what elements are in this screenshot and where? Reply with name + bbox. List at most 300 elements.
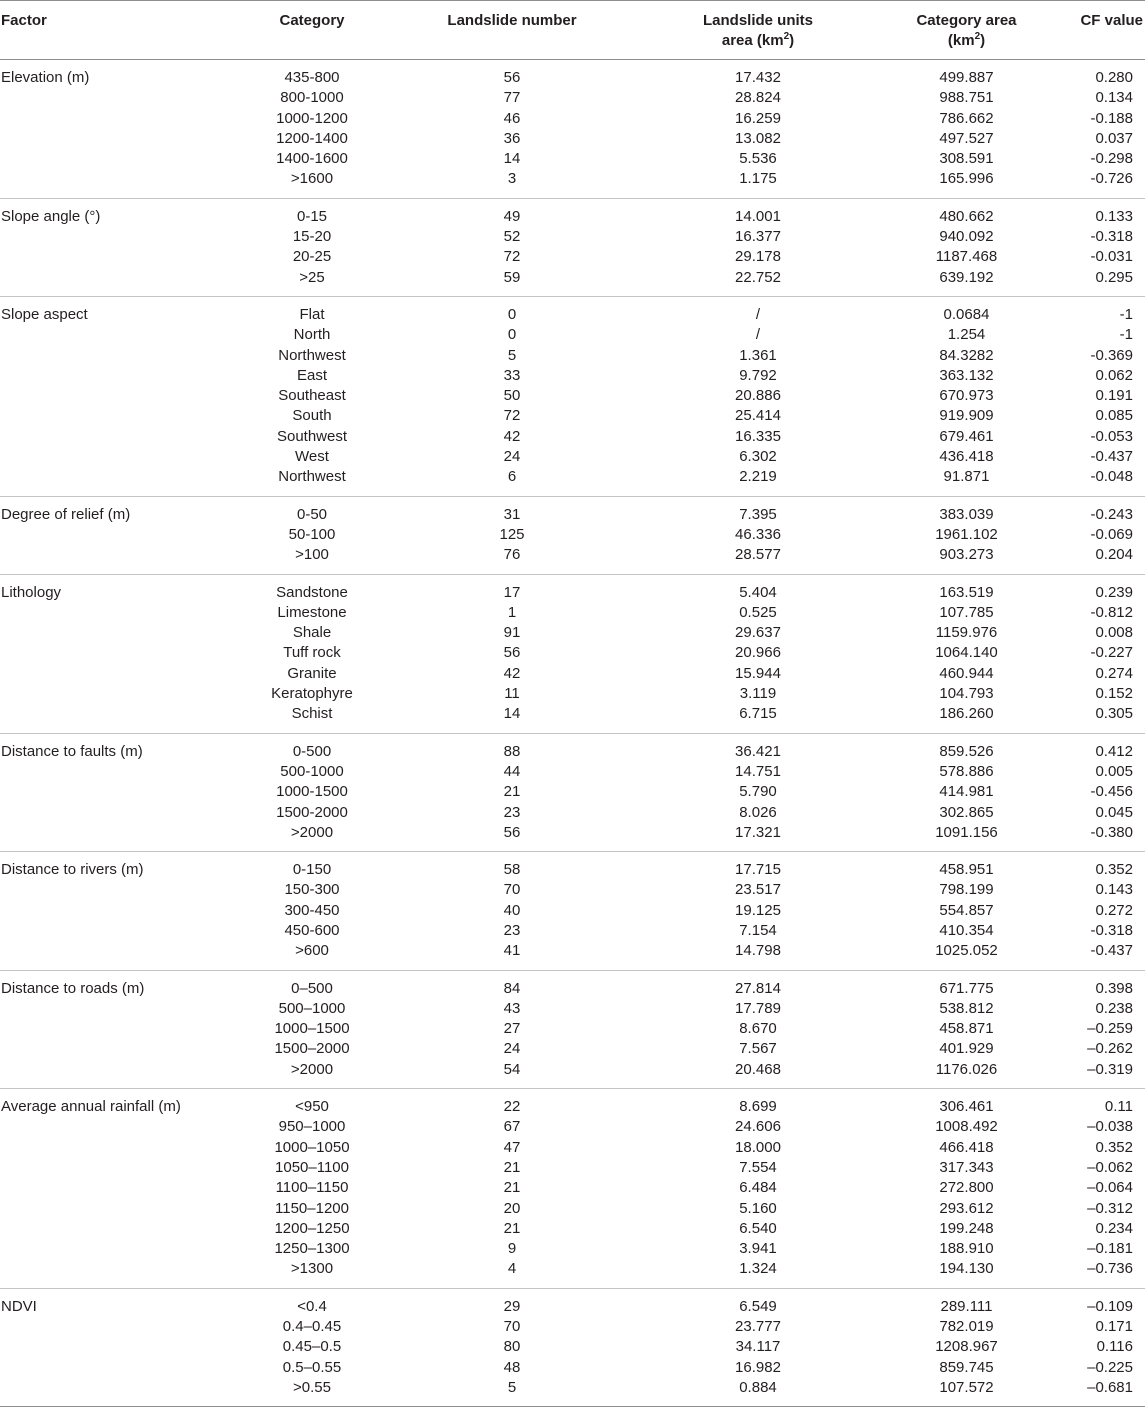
cf-value-value: -0.726 xyxy=(1090,170,1133,188)
category-area-value: 1025.052 xyxy=(935,942,998,960)
category-value: <0.4 xyxy=(297,1297,327,1315)
cf-value-value: –0.064 xyxy=(1087,1179,1133,1197)
category-value: 1500–2000 xyxy=(274,1040,350,1058)
category-area-value: 466.418 xyxy=(939,1138,994,1156)
cf-value-value: 0.133 xyxy=(1095,207,1133,225)
cf-value-value: –0.062 xyxy=(1087,1158,1133,1176)
cf-value-value: -0.048 xyxy=(1090,468,1133,486)
category-area-value: 940.092 xyxy=(939,228,994,246)
category-area-value: 91.871 xyxy=(943,468,990,486)
factor-group-row xyxy=(0,970,1145,1088)
category-area-column-cell xyxy=(868,296,1065,496)
landslide-number-value: 125 xyxy=(499,525,525,543)
landslide-area-value: 14.798 xyxy=(735,942,781,960)
landslide-area-value: 17.432 xyxy=(735,69,781,86)
cf-value-value: 0.274 xyxy=(1095,664,1133,682)
category-value: 800-1000 xyxy=(280,89,344,107)
category-area-value: 308.591 xyxy=(939,150,994,168)
landslide-area-value: 29.178 xyxy=(735,248,781,266)
landslide-area-value: 6.549 xyxy=(739,1297,777,1315)
landslide-area-value: 5.160 xyxy=(739,1199,777,1217)
category-value: >25 xyxy=(299,268,325,286)
cf-value-value: –0.262 xyxy=(1087,1040,1133,1058)
cf-value-value: -1 xyxy=(1119,326,1133,344)
landslide-number-value: 88 xyxy=(503,742,521,760)
cf-value-value: 0.238 xyxy=(1095,999,1133,1017)
landslide-number-value: 0 xyxy=(507,326,517,344)
category-column-cell xyxy=(248,574,376,733)
category-value: Granite xyxy=(287,664,337,682)
landslide-number-value: 14 xyxy=(503,150,521,168)
cf-value-value: –0.736 xyxy=(1087,1260,1133,1278)
category-value: 0.5–0.55 xyxy=(282,1358,342,1376)
category-value: >600 xyxy=(295,942,329,960)
category-area-value: 786.662 xyxy=(939,109,994,127)
landslide-area-column-cell xyxy=(648,574,868,733)
landslide-area-value: 18.000 xyxy=(735,1138,781,1156)
landslide-number-value: 58 xyxy=(503,861,521,879)
landslide-area-column-cell xyxy=(648,1288,868,1406)
landslide-area-value: 0.884 xyxy=(739,1378,777,1396)
cf-value-value: 0.005 xyxy=(1095,762,1133,780)
landslide-number-value: 72 xyxy=(503,407,521,425)
landslide-number-value: 29 xyxy=(503,1297,521,1315)
landslide-area-value: 8.699 xyxy=(739,1098,777,1116)
landslide-number-value: 80 xyxy=(503,1338,521,1356)
cf-value-column-cell xyxy=(1065,1288,1145,1406)
category-area-value: 903.273 xyxy=(939,546,994,564)
landslide-number-value: 14 xyxy=(503,705,521,723)
landslide-number-value: 70 xyxy=(503,1318,521,1336)
landslide-area-value: 36.421 xyxy=(735,742,781,760)
category-area-value: 293.612 xyxy=(939,1199,994,1217)
category-area-value: 499.887 xyxy=(939,69,994,86)
category-area-value: 458.951 xyxy=(939,861,994,879)
cf-value-value: 0.398 xyxy=(1095,979,1133,997)
landslide-number-column-cell xyxy=(376,852,648,970)
category-area-value: 401.929 xyxy=(939,1040,994,1058)
cf-value-value: 0.295 xyxy=(1095,268,1133,286)
category-area-value: 1064.140 xyxy=(935,644,998,662)
landslide-number-value: 52 xyxy=(503,228,521,246)
landslide-number-column-cell xyxy=(376,296,648,496)
cf-value-column-cell xyxy=(1065,296,1145,496)
category-area-value: 104.793 xyxy=(939,685,994,703)
category-column-cell xyxy=(248,296,376,496)
landslide-number-column-cell xyxy=(376,198,648,296)
category-area-value: 859.526 xyxy=(939,742,994,760)
landslide-area-value: 6.540 xyxy=(739,1219,777,1237)
factor-group-row xyxy=(0,1288,1145,1406)
header-cf-value: CF value xyxy=(1065,1,1145,60)
factor-group-row xyxy=(0,60,1145,199)
factor-cell: NDVI xyxy=(0,1288,248,1406)
category-column-cell xyxy=(248,198,376,296)
cf-value-value: 0.008 xyxy=(1095,624,1133,642)
cf-value-value: –0.319 xyxy=(1087,1060,1133,1078)
category-value: 450-600 xyxy=(284,921,340,939)
category-value: <950 xyxy=(295,1098,329,1116)
category-area-column-cell xyxy=(868,970,1065,1088)
category-column-cell xyxy=(248,1089,376,1289)
factor-cell: Distance to faults (m) xyxy=(0,733,248,851)
landslide-number-value: 56 xyxy=(503,823,521,841)
category-value: 1000–1050 xyxy=(274,1138,350,1156)
cf-value-value: 0.280 xyxy=(1095,69,1133,86)
cf-value-value: 0.152 xyxy=(1095,685,1133,703)
landslide-number-value: 42 xyxy=(503,664,521,682)
landslide-area-value: 20.886 xyxy=(735,387,781,405)
factor-cell: Lithology xyxy=(0,574,248,733)
cf-value-value: -1 xyxy=(1119,305,1133,323)
landslide-area-column-cell xyxy=(648,970,868,1088)
cf-value-column-cell xyxy=(1065,60,1145,199)
cf-value-column-cell xyxy=(1065,1089,1145,1289)
category-area-value: 639.192 xyxy=(939,268,994,286)
header-category-area xyxy=(868,1,1065,60)
category-area-value: 458.871 xyxy=(939,1020,994,1038)
landslide-number-value: 72 xyxy=(503,248,521,266)
category-area-column-cell xyxy=(868,1288,1065,1406)
landslide-area-value: 7.567 xyxy=(739,1040,777,1058)
category-value: 0–500 xyxy=(291,979,333,997)
landslide-area-value: 3.941 xyxy=(739,1240,777,1258)
cf-value-value: -0.456 xyxy=(1090,783,1133,801)
factor-cell: Slope angle (°) xyxy=(0,198,248,296)
landslide-number-value: 27 xyxy=(503,1020,521,1038)
header-category: Category xyxy=(248,1,376,60)
category-area-value: 188.910 xyxy=(939,1240,994,1258)
landslide-area-value: 14.751 xyxy=(735,762,781,780)
category-value: Tuff rock xyxy=(283,644,341,662)
landslide-area-column-cell xyxy=(648,296,868,496)
category-area-value: 194.130 xyxy=(939,1260,994,1278)
cf-value-value: 0.239 xyxy=(1095,583,1133,601)
landslide-number-value: 0 xyxy=(507,305,517,323)
category-area-value: 436.418 xyxy=(939,448,994,466)
cf-value-value: 0.191 xyxy=(1095,387,1133,405)
landslide-number-value: 56 xyxy=(503,644,521,662)
landslide-area-value: 20.468 xyxy=(735,1060,781,1078)
landslide-number-value: 48 xyxy=(503,1358,521,1376)
landslide-area-value: 34.117 xyxy=(735,1338,781,1356)
category-area-value: 302.865 xyxy=(939,803,994,821)
landslide-area-value: 5.404 xyxy=(739,583,777,601)
category-value: West xyxy=(295,448,329,466)
landslide-number-value: 59 xyxy=(503,268,521,286)
landslide-number-value: 4 xyxy=(507,1260,517,1278)
category-value: 1200-1400 xyxy=(276,129,348,147)
category-value: >2000 xyxy=(290,1060,334,1078)
category-value: 1400-1600 xyxy=(276,150,348,168)
category-value: Southwest xyxy=(276,427,348,445)
category-area-value: 163.519 xyxy=(939,583,994,601)
category-value: Keratophyre xyxy=(271,685,353,703)
landslide-area-value: 16.335 xyxy=(735,427,781,445)
landslide-number-value: 11 xyxy=(504,685,520,703)
header-factor: Factor xyxy=(0,1,248,60)
category-value: 0-500 xyxy=(292,742,332,760)
cf-value-value: 0.352 xyxy=(1095,861,1133,879)
category-value: 1000-1500 xyxy=(276,783,348,801)
header-category-area-sup: 2 xyxy=(974,31,981,42)
cf-value-column-cell xyxy=(1065,852,1145,970)
cf-value-value: 0.204 xyxy=(1095,546,1133,564)
landslide-number-value: 6 xyxy=(507,468,517,486)
landslide-number-value: 46 xyxy=(503,109,521,127)
landslide-number-value: 5 xyxy=(507,1378,517,1396)
category-value: Northwest xyxy=(278,346,346,364)
category-value: 500-1000 xyxy=(280,762,344,780)
category-area-value: 1187.468 xyxy=(935,248,998,266)
category-area-column-cell xyxy=(868,852,1065,970)
landslide-area-value: 29.637 xyxy=(735,624,781,642)
category-value: 1500-2000 xyxy=(276,803,348,821)
cf-value-value: -0.437 xyxy=(1090,448,1133,466)
landslide-number-value: 50 xyxy=(503,387,521,405)
landslide-area-value: 3.119 xyxy=(739,685,777,703)
category-area-value: 1091.156 xyxy=(935,823,998,841)
category-value: 0-50 xyxy=(296,505,328,523)
cf-value-value: 0.143 xyxy=(1095,881,1133,899)
cf-value-value: 0.412 xyxy=(1095,742,1133,760)
cf-value-value: -0.298 xyxy=(1090,150,1133,168)
category-value: >0.55 xyxy=(293,1378,331,1396)
cf-value-value: -0.812 xyxy=(1090,603,1133,621)
landslide-number-column-cell xyxy=(376,970,648,1088)
cf-value-value: -0.188 xyxy=(1090,109,1133,127)
header-landslide-area-paren: ) xyxy=(789,32,795,49)
category-area-value: 363.132 xyxy=(939,366,994,384)
landslide-area-value: 16.377 xyxy=(735,228,781,246)
landslide-area-value: 9.792 xyxy=(739,366,777,384)
category-area-value: 306.461 xyxy=(939,1098,994,1116)
category-area-value: 107.572 xyxy=(939,1378,994,1396)
category-value: 1250–1300 xyxy=(274,1240,350,1258)
factor-group-row xyxy=(0,1089,1145,1289)
cf-value-column-cell xyxy=(1065,733,1145,851)
cf-value-value: 0.234 xyxy=(1095,1219,1133,1237)
cf-value-column-cell xyxy=(1065,198,1145,296)
landslide-number-value: 40 xyxy=(503,901,521,919)
category-area-value: 859.745 xyxy=(939,1358,994,1376)
category-value: 950–1000 xyxy=(278,1118,346,1136)
category-area-value: 410.354 xyxy=(939,921,994,939)
cf-value-value: 0.116 xyxy=(1096,1338,1133,1356)
landslide-area-value: 16.259 xyxy=(735,109,781,127)
landslide-area-column-cell xyxy=(648,733,868,851)
landslide-number-value: 21 xyxy=(503,1179,521,1197)
landslide-number-column-cell xyxy=(376,496,648,574)
factor-group-row xyxy=(0,198,1145,296)
landslide-number-value: 31 xyxy=(503,505,521,523)
landslide-number-value: 9 xyxy=(507,1240,517,1258)
category-value: Shale xyxy=(292,624,332,642)
category-value: >2000 xyxy=(290,823,334,841)
landslide-area-value: 5.790 xyxy=(739,783,777,801)
landslide-area-value: 7.395 xyxy=(739,505,777,523)
category-column-cell xyxy=(248,1288,376,1406)
category-area-column-cell xyxy=(868,60,1065,199)
landslide-number-column-cell xyxy=(376,574,648,733)
category-area-value: 538.812 xyxy=(939,999,994,1017)
category-area-value: 383.039 xyxy=(939,505,994,523)
cf-value-value: 0.085 xyxy=(1095,407,1133,425)
landslide-area-value: 6.302 xyxy=(739,448,777,466)
landslide-area-value: 1.324 xyxy=(739,1260,777,1278)
category-value: 50-100 xyxy=(288,525,336,543)
landslide-area-value: 1.361 xyxy=(739,346,777,364)
cf-value-value: 0.134 xyxy=(1095,89,1133,107)
category-area-value: 1176.026 xyxy=(935,1060,998,1078)
landslide-number-value: 91 xyxy=(503,624,521,642)
category-value: 0-150 xyxy=(292,861,332,879)
cf-value-value: -0.243 xyxy=(1090,505,1133,523)
category-value: 1200–1250 xyxy=(274,1219,350,1237)
landslide-number-column-cell xyxy=(376,733,648,851)
landslide-area-column-cell xyxy=(648,60,868,199)
category-value: Schist xyxy=(291,705,333,723)
landslide-area-value: / xyxy=(755,326,761,344)
landslide-number-value: 76 xyxy=(503,546,521,564)
category-area-value: 289.111 xyxy=(940,1297,993,1315)
landslide-area-value: / xyxy=(755,305,761,323)
landslide-number-value: 47 xyxy=(503,1138,521,1156)
factor-group-row xyxy=(0,852,1145,970)
landslide-area-value: 7.154 xyxy=(739,921,777,939)
landslide-number-column-cell xyxy=(376,1288,648,1406)
category-column-cell xyxy=(248,852,376,970)
landslide-area-value: 17.715 xyxy=(735,861,781,879)
landslide-number-value: 84 xyxy=(503,979,521,997)
category-value: 0.45–0.5 xyxy=(282,1338,342,1356)
category-value: 500–1000 xyxy=(278,999,346,1017)
cf-value-value: 0.037 xyxy=(1095,129,1133,147)
category-value: 15-20 xyxy=(292,228,332,246)
cf-value-value: -0.053 xyxy=(1090,427,1133,445)
cf-value-value: –0.259 xyxy=(1087,1020,1133,1038)
header-landslide-area xyxy=(648,1,868,60)
cf-value-value: -0.318 xyxy=(1090,921,1133,939)
table-header xyxy=(0,1,1145,60)
table-body xyxy=(0,60,1145,1407)
landslide-number-value: 67 xyxy=(503,1118,521,1136)
category-area-value: 460.944 xyxy=(939,664,994,682)
header-landslide-area-line2: area (km xyxy=(721,32,784,49)
cf-value-column-cell xyxy=(1065,574,1145,733)
category-area-value: 480.662 xyxy=(939,207,994,225)
landslide-number-value: 21 xyxy=(503,1158,521,1176)
landslide-number-value: 1 xyxy=(507,603,517,621)
cf-value-value: -0.437 xyxy=(1090,942,1133,960)
landslide-area-value: 6.484 xyxy=(739,1179,777,1197)
landslide-area-value: 8.670 xyxy=(739,1020,777,1038)
landslide-number-value: 21 xyxy=(503,1219,521,1237)
category-area-value: 84.3282 xyxy=(939,346,994,364)
category-area-value: 0.0684 xyxy=(943,305,990,323)
landslide-number-value: 54 xyxy=(503,1060,521,1078)
cf-value-value: -0.069 xyxy=(1090,525,1133,543)
landslide-number-value: 44 xyxy=(503,762,521,780)
landslide-area-value: 8.026 xyxy=(739,803,777,821)
landslide-area-value: 2.219 xyxy=(739,468,777,486)
landslide-number-value: 17 xyxy=(503,583,521,601)
landslide-number-column-cell xyxy=(376,1089,648,1289)
factor-cell: Average annual rainfall (m) xyxy=(0,1089,248,1289)
category-value: 0-15 xyxy=(296,207,328,225)
factor-cell: Slope aspect xyxy=(0,296,248,496)
factor-group-row xyxy=(0,733,1145,851)
landslide-area-value: 13.082 xyxy=(735,129,781,147)
landslide-number-value: 42 xyxy=(503,427,521,445)
landslide-area-value: 17.789 xyxy=(735,999,781,1017)
landslide-area-value: 23.777 xyxy=(735,1318,781,1336)
landslide-area-value: 6.715 xyxy=(739,705,777,723)
category-value: 1100–1150 xyxy=(275,1179,349,1197)
category-area-value: 272.800 xyxy=(939,1179,994,1197)
factor-cell: Elevation (m) xyxy=(0,60,248,199)
landslide-number-value: 21 xyxy=(503,783,521,801)
category-area-value: 670.973 xyxy=(939,387,994,405)
category-value: 300-450 xyxy=(284,901,340,919)
category-area-column-cell xyxy=(868,1089,1065,1289)
category-value: East xyxy=(296,366,327,384)
landslide-area-value: 46.336 xyxy=(735,525,781,543)
landslide-area-column-cell xyxy=(648,1089,868,1289)
cf-value-value: -0.318 xyxy=(1090,228,1133,246)
cf-value-value: 0.272 xyxy=(1095,901,1133,919)
category-area-value: 199.248 xyxy=(939,1219,994,1237)
landslide-area-value: 17.321 xyxy=(735,823,781,841)
category-value: 0.4–0.45 xyxy=(282,1318,342,1336)
cf-value-value: 0.11 xyxy=(1104,1098,1133,1116)
landslide-number-column-cell xyxy=(376,60,648,199)
category-area-value: 1.254 xyxy=(947,326,986,344)
factor-cell: Distance to rivers (m) xyxy=(0,852,248,970)
header-category-area-paren: ) xyxy=(980,32,986,49)
category-area-value: 1008.492 xyxy=(935,1118,998,1136)
category-value: >1300 xyxy=(290,1260,334,1278)
header-category-area-line1: Category area xyxy=(916,12,1017,29)
category-area-value: 919.909 xyxy=(939,407,994,425)
landslide-number-value: 33 xyxy=(503,366,521,384)
category-value: Sandstone xyxy=(276,583,348,601)
landslide-area-value: 28.824 xyxy=(735,89,781,107)
category-area-value: 782.019 xyxy=(939,1318,994,1336)
factor-group-row xyxy=(0,574,1145,733)
landslide-area-value: 20.966 xyxy=(735,644,781,662)
factor-group-row xyxy=(0,496,1145,574)
category-value: 1150–1200 xyxy=(275,1199,349,1217)
header-category-area-line2: (km xyxy=(947,32,975,49)
category-column-cell xyxy=(248,733,376,851)
landslide-area-value: 14.001 xyxy=(735,207,781,225)
category-area-value: 554.857 xyxy=(939,901,994,919)
category-area-value: 1208.967 xyxy=(935,1338,998,1356)
cf-value-value: –0.109 xyxy=(1087,1297,1133,1315)
landslide-number-value: 56 xyxy=(503,69,521,86)
landslide-area-value: 1.175 xyxy=(739,170,777,188)
cf-value-value: –0.038 xyxy=(1087,1118,1133,1136)
landslide-area-value: 28.577 xyxy=(735,546,781,564)
landslide-number-value: 23 xyxy=(503,921,521,939)
category-value: 1000-1200 xyxy=(276,109,348,127)
cf-value-value: –0.181 xyxy=(1087,1240,1133,1258)
cf-value-value: -0.031 xyxy=(1090,248,1133,266)
category-area-column-cell xyxy=(868,198,1065,296)
factor-cell: Distance to roads (m) xyxy=(0,970,248,1088)
category-value: >1600 xyxy=(290,170,334,188)
